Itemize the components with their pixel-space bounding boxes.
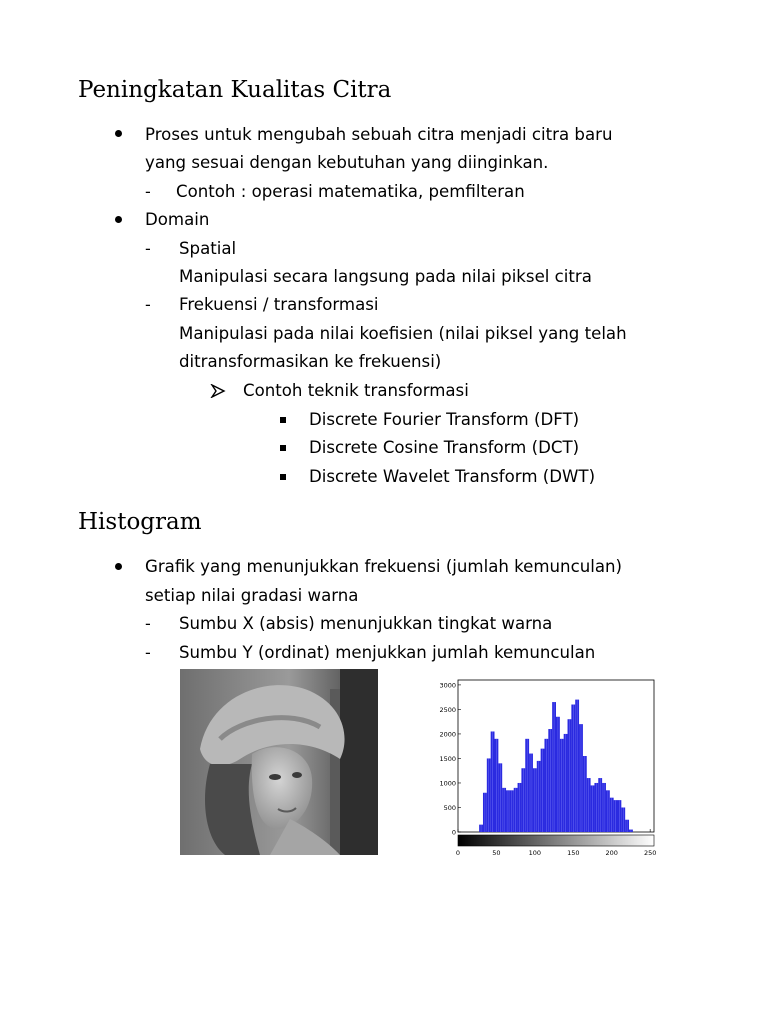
text-line: Sumbu X (absis) menunjukkan tingkat warna [179,614,553,633]
y-tick-label: 1000 [439,779,456,788]
x-tick-label: 0 [455,849,461,857]
y-tick-label: 2000 [439,730,456,739]
text-line: Frekuensi / transformasi [179,295,379,314]
dash-marker: - [145,643,151,662]
x-tick-label: 50 [492,849,501,857]
y-tick-label: 0 [451,828,456,837]
square-marker [280,445,286,451]
text-line: Grafik yang menunjukkan frekuensi (jumlah kemunculan) [145,557,622,576]
square-marker [280,417,286,423]
text-line: Sumbu Y (ordinat) menjukkan jumlah kemunculan [179,643,596,662]
bullet-marker [115,563,122,570]
text-line: Discrete Fourier Transform (DFT) [309,410,580,429]
text-line: yang sesuai dengan kebutuhan yang diinginkan. [145,153,549,172]
y-tick-label: 500 [443,803,456,812]
sample-image-photo [180,669,378,855]
dash-marker: - [145,614,151,633]
y-tick-label: 2500 [439,705,456,714]
text-line: ditransformasikan ke frekuensi) [179,352,442,371]
text-line: Manipulasi secara langsung pada nilai piksel citra [179,267,592,286]
dash-marker: - [145,239,151,258]
bullet-marker [115,130,122,137]
text-line: Contoh : operasi matematika, pemfilteran [176,182,525,201]
x-tick-label: 250 [643,849,657,857]
text-line: Contoh teknik transformasi [243,381,469,400]
histogram-chart [424,672,660,862]
section-title-histogram: Histogram [78,509,202,535]
square-marker [280,474,286,480]
text-line: Manipulasi pada nilai koefisien (nilai piksel yang telah [179,324,627,343]
bullet-marker [115,216,122,223]
text-line: Discrete Cosine Transform (DCT) [309,438,580,457]
dash-marker: - [145,182,151,201]
x-tick-label: 150 [567,849,580,857]
dash-marker: - [145,295,151,314]
y-tick-label: 3000 [439,681,456,690]
text-line: Spatial [179,239,237,258]
x-tick-label: 200 [605,849,618,857]
text-line: setiap nilai gradasi warna [145,586,359,605]
x-tick-label: 100 [528,849,542,857]
y-tick-label: 1500 [439,754,456,763]
gray-level-colorbar [458,835,654,846]
text-line: Domain [145,210,210,229]
text-line: Discrete Wavelet Transform (DWT) [309,467,596,486]
arrow-marker-icon [210,384,226,398]
section-title-peningkatan: Peningkatan Kualitas Citra [78,77,392,103]
text-line: Proses untuk mengubah sebuah citra menjadi citra baru [145,125,613,144]
